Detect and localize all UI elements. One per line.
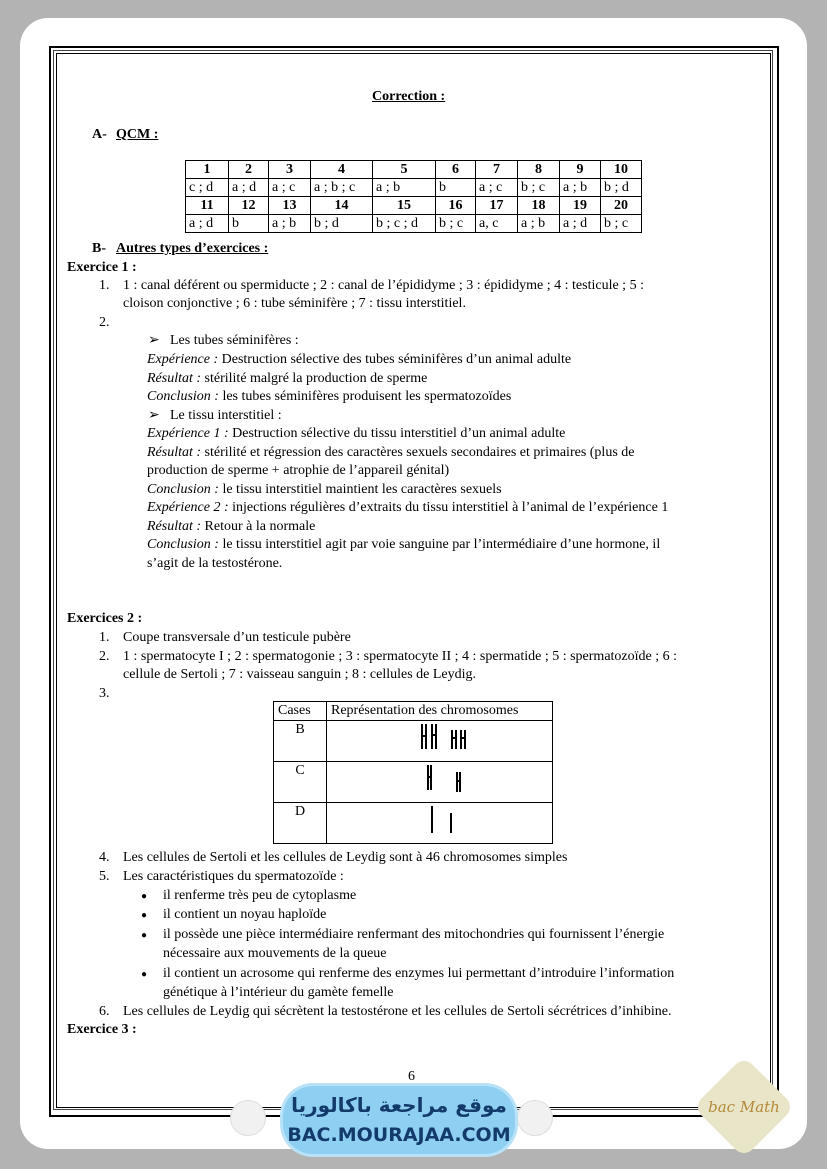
list-number: 2. [99,315,110,330]
chromosome-drawing-b [327,721,553,762]
qcm-cell: a ; b ; c [311,179,373,197]
list-number: 4. [99,850,110,865]
chromosomes-b-icon [331,721,548,755]
qcm-cell: a ; b [518,215,560,233]
ex1-answer-1b: cloison conjonctive ; 6 : tube séminifère ; 7 : tissu interstitiel. [123,296,466,311]
chromosome-row-c [274,762,553,803]
site-logo-right-icon [517,1100,553,1136]
qcm-cell: 7 [476,161,518,179]
ex1-experience: Expérience : Destruction sélective des tubes séminifères d’un animal adulte [147,352,572,367]
qcm-row-numbers-2 [186,197,642,215]
case-label-d: D [274,803,327,844]
chromosome-row-b [274,721,553,762]
ex1-resultat-1b: production de sperme + atrophie de l’appareil génital) [147,463,450,478]
qcm-cell: a ; d [560,215,601,233]
chromosome-drawing-c [327,762,553,803]
qcm-cell: 16 [436,197,476,215]
qcm-cell: 12 [229,197,269,215]
bac-math-logo-text: bac Math [708,1098,780,1116]
qcm-cell: b ; d [311,215,373,233]
qcm-cell: c ; d [186,179,229,197]
qcm-cell: 18 [518,197,560,215]
qcm-cell: 9 [560,161,601,179]
list-number: 5. [99,869,110,884]
section-b-letter: B- [92,241,106,256]
ex1-experience-1: Expérience 1 : Destruction sélective du tissu interstitiel d’un animal adulte [147,426,566,441]
ex1-experience-2: Expérience 2 : injections régulières d’extraits du tissu interstitiel à l’animal de l’expérience 1 [147,500,669,515]
qcm-cell: a ; b [560,179,601,197]
bullet-dot-icon: ● [141,910,148,921]
exercise-1-title: Exercice 1 : [67,260,137,275]
arrow-bullet-icon: ➢ [148,333,160,348]
list-number: 1. [99,630,110,645]
qcm-cell: a ; b [373,179,436,197]
chromosomes-c-icon [331,762,548,796]
column-header-representation: Représentation des chromosomes [327,702,553,721]
qcm-cell: b [229,215,269,233]
qcm-row-answers-1 [186,179,642,197]
qcm-table [185,160,642,233]
ex1-conclusion-2a: Conclusion : le tissu interstitiel agit par voie sanguine par l’intermédiaire d’une hormone, il [147,537,661,552]
qcm-cell: a ; b [269,215,311,233]
list-number: 6. [99,1004,110,1019]
qcm-cell: a ; c [476,179,518,197]
page-number: 6 [408,1069,415,1084]
bullet-dot-icon: ● [141,891,148,902]
chromosome-drawing-d [327,803,553,844]
site-logo-left-icon [230,1100,266,1136]
qcm-row-answers-2 [186,215,642,233]
qcm-cell: 1 [186,161,229,179]
qcm-cell: 8 [518,161,560,179]
qcm-cell: 20 [601,197,642,215]
qcm-row-numbers-1 [186,161,642,179]
qcm-cell: 19 [560,197,601,215]
chromosomes-d-icon [331,803,548,837]
qcm-cell: a ; d [229,179,269,197]
arrow-bullet-icon: ➢ [148,408,160,423]
ex2-bullet-3b: nécessaire aux mouvements de la queue [163,946,387,961]
chromosome-row-d [274,803,553,844]
ex1-conclusion-2b: s’agit de la testostérone. [147,556,283,571]
ex1-heading-tissu: Le tissu interstitiel : [170,408,282,423]
qcm-cell: a, c [476,215,518,233]
qcm-cell: b ; c [601,215,642,233]
ex1-resultat: Résultat : stérilité malgré la production de sperme [147,371,428,386]
ex2-answer-6: Les cellules de Leydig qui sécrètent la testostérone et les cellules de Sertoli sécrétrices d’inhibine. [123,1004,672,1019]
qcm-cell: 15 [373,197,436,215]
qcm-cell: 5 [373,161,436,179]
qcm-cell: b ; c ; d [373,215,436,233]
ex2-answer-2a: 1 : spermatocyte I ; 2 : spermatogonie ; 3 : spermatocyte II ; 4 : spermatide ; 5 : spermatozoïde ; 6 : [123,649,678,664]
exercise-3-title: Exercice 3 : [67,1022,137,1037]
section-b-label: Autres types d’exercices : [116,241,269,256]
qcm-cell: b ; d [601,179,642,197]
ex2-answer-1: Coupe transversale d’un testicule pubère [123,630,351,645]
section-a-letter: A- [92,127,107,142]
footer-arabic-title: موقع مراجعة باكالوريا [291,1093,507,1117]
list-number: 1. [99,278,110,293]
qcm-cell: 6 [436,161,476,179]
footer-site-link[interactable]: BAC.MOURAJAA.COM [287,1124,511,1146]
qcm-cell: 2 [229,161,269,179]
ex1-conclusion: Conclusion : les tubes séminifères produisent les spermatozoïdes [147,389,512,404]
page-title: Correction : [372,89,446,104]
section-a-label: QCM : [116,127,159,142]
qcm-cell: 11 [186,197,229,215]
case-label-b: B [274,721,327,762]
qcm-cell: 4 [311,161,373,179]
case-label-c: C [274,762,327,803]
column-header-cases: Cases [274,702,327,721]
ex1-resultat-2: Résultat : Retour à la normale [147,519,316,534]
qcm-cell: 10 [601,161,642,179]
chromosome-table-header [274,702,553,721]
qcm-cell: b [436,179,476,197]
qcm-cell: 14 [311,197,373,215]
list-number: 3. [99,686,110,701]
qcm-cell: 13 [269,197,311,215]
ex1-conclusion-1: Conclusion : le tissu interstitiel maintient les caractères sexuels [147,482,502,497]
bullet-dot-icon: ● [141,969,148,980]
ex2-bullet-4a: il contient un acrosome qui renferme des enzymes lui permettant d’introduire l’information [163,966,675,981]
chromosome-table [273,701,553,844]
qcm-cell: b ; c [436,215,476,233]
ex2-answer-2b: cellule de Sertoli ; 7 : vaisseau sanguin ; 8 : cellules de Leydig. [123,667,477,682]
qcm-cell: a ; d [186,215,229,233]
qcm-cell: 3 [269,161,311,179]
qcm-cell: b ; c [518,179,560,197]
ex2-answer-5: Les caractéristiques du spermatozoïde : [123,869,344,884]
ex2-bullet-2: il contient un noyau haploïde [163,907,327,922]
ex1-resultat-1a: Résultat : stérilité et régression des caractères sexuels secondaires et primaires (plus de [147,445,635,460]
ex1-answer-1a: 1 : canal déférent ou spermiducte ; 2 : canal de l’épididyme ; 3 : épididyme ; 4 : testicule ; 5 : [123,278,644,293]
ex2-answer-4: Les cellules de Sertoli et les cellules de Leydig sont à 46 chromosomes simples [123,850,568,865]
ex2-bullet-3a: il possède une pièce intermédiaire renfermant des mitochondries qui fournissent l’énergie [163,927,665,942]
ex1-heading-tubes: Les tubes séminifères : [170,333,299,348]
qcm-cell: a ; c [269,179,311,197]
ex2-bullet-4b: génétique à l’intérieur du gamète femelle [163,985,394,1000]
exercise-2-title: Exercices 2 : [67,611,143,626]
qcm-cell: 17 [476,197,518,215]
ex2-bullet-1: il renferme très peu de cytoplasme [163,888,357,903]
list-number: 2. [99,649,110,664]
bullet-dot-icon: ● [141,930,148,941]
